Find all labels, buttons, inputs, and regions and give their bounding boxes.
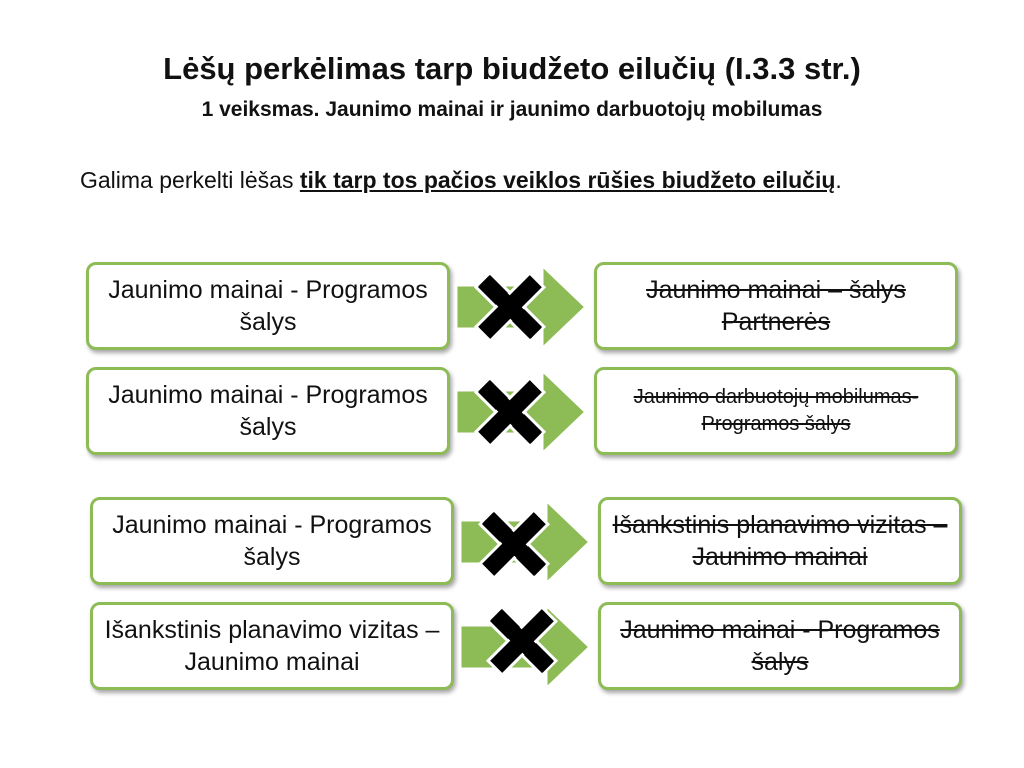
source-label: Išankstinis planavimo vizitas – Jaunimo mainai (104, 616, 440, 676)
target-label: Išankstinis planavimo vizitas – Jaunimo mainai (612, 511, 948, 571)
transfer-arrow-1 (452, 257, 592, 357)
target-box-1 (594, 262, 958, 350)
target-label: Jaunimo darbuotojų mobilumas- Programos šalys (633, 386, 919, 435)
target-label: Jaunimo mainai – šalys Partnerės (646, 276, 906, 336)
note-prefix: Galima perkelti lėšas (80, 167, 300, 193)
note-emphasis: tik tarp tos pačios veiklos rūšies biudžeto eilučių (299, 167, 836, 193)
target-box-4 (598, 602, 962, 690)
source-box-2 (86, 367, 450, 455)
source-box-1 (86, 262, 450, 350)
target-label: Jaunimo mainai - Programos šalys (620, 616, 940, 676)
page-title: Lėšų perkėlimas tarp biudžeto eilučių (I.3.3 str.) (163, 51, 861, 86)
source-box-4 (90, 602, 454, 690)
page-subtitle: 1 veiksmas. Jaunimo mainai ir jaunimo darbuotojų mobilumas (201, 98, 823, 121)
target-box-2 (594, 367, 958, 455)
source-label: Jaunimo mainai - Programos šalys (108, 276, 428, 336)
note-suffix: . (835, 167, 842, 193)
transfer-arrow-3 (456, 492, 596, 592)
source-label: Jaunimo mainai - Programos šalys (108, 381, 428, 441)
transfer-rule-note (80, 165, 1000, 195)
transfer-arrow-4 (456, 597, 596, 697)
source-label: Jaunimo mainai - Programos šalys (112, 511, 432, 571)
source-box-3 (90, 497, 454, 585)
transfer-arrow-2 (452, 362, 592, 462)
target-box-3 (598, 497, 962, 585)
